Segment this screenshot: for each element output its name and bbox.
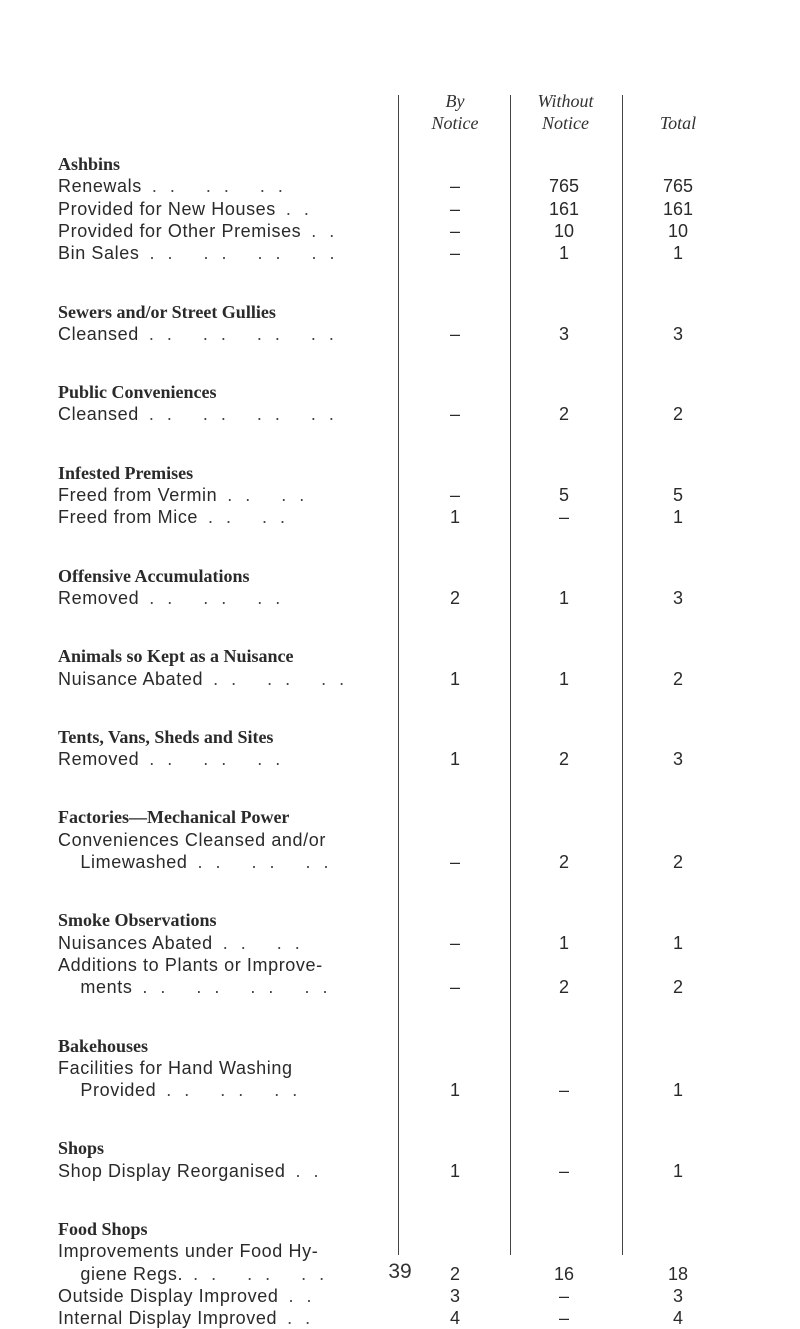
leader-dots: . .	[295, 1160, 323, 1181]
header-without-notice	[513, 90, 618, 134]
row-label	[58, 1285, 398, 1307]
cell-without-notice: –	[558, 1308, 569, 1329]
table-row	[0, 484, 800, 506]
row-label	[58, 1057, 398, 1079]
leader-dots: . . . .	[208, 507, 290, 528]
row-label-text: Facilities for Hand Washing	[58, 1057, 293, 1078]
cell-total: 3	[672, 323, 683, 344]
row-label-text: Provided	[58, 1080, 157, 1101]
row-label	[58, 1079, 398, 1101]
section-title: Food Shops	[58, 1219, 148, 1239]
cell-without-notice: –	[558, 507, 569, 528]
row-label-text: ments	[58, 977, 133, 998]
table-row	[0, 668, 800, 690]
row-label-text: Outside Display Improved	[58, 1285, 279, 1306]
cell-by-notice: –	[449, 243, 460, 264]
cell-by-notice: 1	[449, 668, 460, 689]
row-label	[58, 954, 398, 976]
row-label-text: Additions to Plants or Improve-	[58, 954, 323, 975]
cell-by-notice: 1	[449, 749, 460, 770]
section-title: Public Conveniences	[58, 382, 217, 403]
cell-without-notice: 2	[558, 749, 569, 770]
cell-total: 5	[672, 485, 683, 505]
section-title: Factories—Mechanical Power	[58, 807, 290, 828]
row-label-text: Freed from Vermin	[58, 485, 218, 505]
row-label-text: Shop Display Reorganised	[58, 1160, 286, 1181]
table-row	[0, 1307, 800, 1329]
leader-dots: . . . . . .	[213, 668, 349, 689]
row-label-text: Removed	[58, 749, 140, 770]
table-row	[0, 403, 800, 425]
header-by-notice-line2: Notice	[431, 113, 479, 133]
cell-by-notice: –	[449, 323, 460, 344]
cell-without-notice: 1	[558, 932, 569, 953]
header-total-label: Total	[659, 113, 697, 133]
row-label	[58, 403, 398, 425]
header-total	[628, 112, 728, 134]
leader-dots: . . . . . .	[149, 587, 285, 608]
cell-total: 18	[667, 1263, 689, 1284]
row-label-text: Cleansed	[58, 404, 139, 425]
table-row	[0, 1160, 800, 1182]
cell-by-notice: –	[449, 485, 460, 505]
cell-total: 3	[672, 587, 683, 608]
section-title: Animals so Kept as a Nuisance	[58, 646, 294, 667]
section-title: Offensive Accumulations	[58, 565, 250, 586]
cell-total: 1	[672, 1080, 683, 1101]
row-label	[58, 220, 398, 242]
section-title: Smoke Observations	[58, 910, 217, 931]
cell-total: 765	[662, 176, 694, 197]
row-label	[58, 323, 398, 345]
table-row	[0, 851, 800, 873]
row-label-text: Bin Sales	[58, 243, 140, 264]
row-label	[58, 1307, 398, 1329]
cell-by-notice: 2	[449, 1263, 460, 1284]
cell-without-notice: 16	[553, 1263, 575, 1284]
row-label	[58, 242, 398, 264]
cell-by-notice: –	[449, 977, 460, 998]
leader-dots: . . . . . .	[149, 749, 285, 770]
table-row	[0, 1057, 800, 1079]
row-label	[58, 1160, 398, 1182]
cell-total: 2	[672, 668, 683, 689]
leader-dots: . . . .	[222, 932, 304, 953]
leader-dots: . . . . . .	[193, 1263, 329, 1284]
cell-by-notice: 2	[449, 587, 460, 608]
row-label-text: Removed	[58, 587, 140, 608]
cell-total: 161	[662, 198, 694, 219]
row-label	[58, 587, 398, 609]
cell-without-notice: 1	[558, 587, 569, 608]
row-label-text: Limewashed	[58, 852, 188, 872]
row-label-text: Nuisance Abated	[58, 668, 204, 689]
cell-without-notice: 765	[548, 176, 580, 197]
cell-by-notice: –	[449, 404, 460, 425]
leader-dots: . . . . . .	[166, 1080, 302, 1101]
table-row	[0, 1240, 800, 1262]
cell-without-notice: –	[558, 1160, 569, 1181]
row-label	[58, 829, 398, 851]
row-label-text: Provided for New Houses	[58, 198, 276, 219]
cell-by-notice: –	[449, 932, 460, 953]
table-row	[0, 587, 800, 609]
row-label	[58, 1240, 398, 1262]
row-label-text: Nuisances Abated	[58, 932, 213, 953]
section-title: Tents, Vans, Sheds and Sites	[58, 726, 274, 747]
cell-total: 2	[672, 977, 683, 998]
row-label	[58, 668, 398, 690]
cell-without-notice: 161	[548, 198, 580, 219]
row-label-text: Renewals	[58, 176, 142, 197]
cell-without-notice: 1	[558, 668, 569, 689]
table-row	[0, 220, 800, 242]
leader-dots: . .	[288, 1285, 316, 1306]
table-row	[0, 954, 800, 976]
table-row	[0, 242, 800, 264]
cell-total: 1	[672, 243, 683, 264]
table-row	[0, 829, 800, 851]
row-label	[58, 748, 398, 770]
leader-dots: . . . . . .	[197, 852, 333, 872]
cell-total: 10	[667, 220, 689, 241]
section-title: Infested Premises	[58, 462, 194, 483]
cell-total: 1	[672, 932, 683, 953]
header-without-notice-line1: Without	[537, 91, 594, 111]
row-label	[58, 175, 398, 197]
cell-without-notice: –	[558, 1080, 569, 1101]
cell-total: 1	[672, 1160, 683, 1181]
cell-by-notice: –	[449, 220, 460, 241]
table-row	[0, 748, 800, 770]
table-row	[0, 198, 800, 220]
cell-total: 4	[672, 1308, 683, 1329]
row-label	[58, 976, 398, 998]
leader-dots: . .	[285, 198, 313, 219]
row-label-text: Conveniences Cleansed and/or	[58, 829, 326, 850]
cell-by-notice: 4	[449, 1308, 460, 1329]
table-row	[0, 932, 800, 954]
page-number: 39	[388, 1260, 412, 1283]
cell-by-notice: 1	[449, 1160, 460, 1181]
leader-dots: . . . . . . . .	[148, 404, 338, 425]
section-title: Sewers and/or Street Gullies	[58, 301, 276, 322]
leader-dots: . . . . . . . .	[148, 323, 338, 344]
section-title: Shops	[58, 1138, 105, 1159]
cell-without-notice: 2	[558, 404, 569, 425]
leader-dots: . .	[311, 220, 339, 241]
cell-total: 1	[672, 507, 683, 528]
header-without-notice-line2: Notice	[542, 113, 589, 133]
leader-dots: . . . . . .	[151, 176, 287, 197]
row-label-text: Provided for Other Premises	[58, 220, 302, 241]
cell-without-notice: 10	[553, 220, 575, 241]
cell-total: 3	[672, 1285, 683, 1306]
cell-total: 3	[672, 749, 683, 770]
cell-by-notice: –	[449, 176, 460, 197]
cell-without-notice: 3	[558, 323, 569, 344]
cell-without-notice: –	[558, 1285, 569, 1306]
table-row	[0, 1285, 800, 1307]
cell-total: 2	[672, 852, 683, 872]
row-label	[58, 484, 398, 506]
leader-dots: . .	[287, 1308, 315, 1329]
cell-total: 2	[672, 404, 683, 425]
row-label	[58, 932, 398, 954]
cell-without-notice: 2	[558, 852, 569, 872]
cell-by-notice: 1	[449, 1080, 460, 1101]
row-label-text: Improvements under Food Hy-	[58, 1241, 319, 1262]
header-by-notice	[405, 90, 505, 134]
leader-dots: . . . . . . . .	[142, 977, 332, 998]
row-label-text: giene Regs.	[58, 1263, 184, 1284]
row-label-text: Internal Display Improved	[58, 1308, 278, 1329]
table-row	[0, 1079, 800, 1101]
row-label-text: Cleansed	[58, 323, 139, 344]
cell-by-notice: –	[449, 198, 460, 219]
cell-without-notice: 2	[558, 977, 569, 998]
leader-dots: . . . .	[227, 485, 309, 505]
cell-without-notice: 1	[558, 243, 569, 264]
cell-by-notice: –	[449, 852, 460, 872]
row-label-text: Freed from Mice	[58, 507, 199, 528]
cell-without-notice: 5	[558, 485, 569, 505]
row-label	[58, 506, 398, 528]
header-by-notice-line1: By	[445, 91, 465, 111]
table-row	[0, 976, 800, 998]
section-title: Ashbins	[58, 154, 121, 174]
row-label	[58, 198, 398, 220]
cell-by-notice: 3	[449, 1285, 460, 1306]
table-row	[0, 323, 800, 345]
leader-dots: . . . . . . . .	[149, 243, 339, 264]
section-title: Bakehouses	[58, 1035, 149, 1056]
table-row	[0, 175, 800, 197]
table-row	[0, 506, 800, 528]
row-label	[58, 851, 398, 873]
cell-by-notice: 1	[449, 507, 460, 528]
